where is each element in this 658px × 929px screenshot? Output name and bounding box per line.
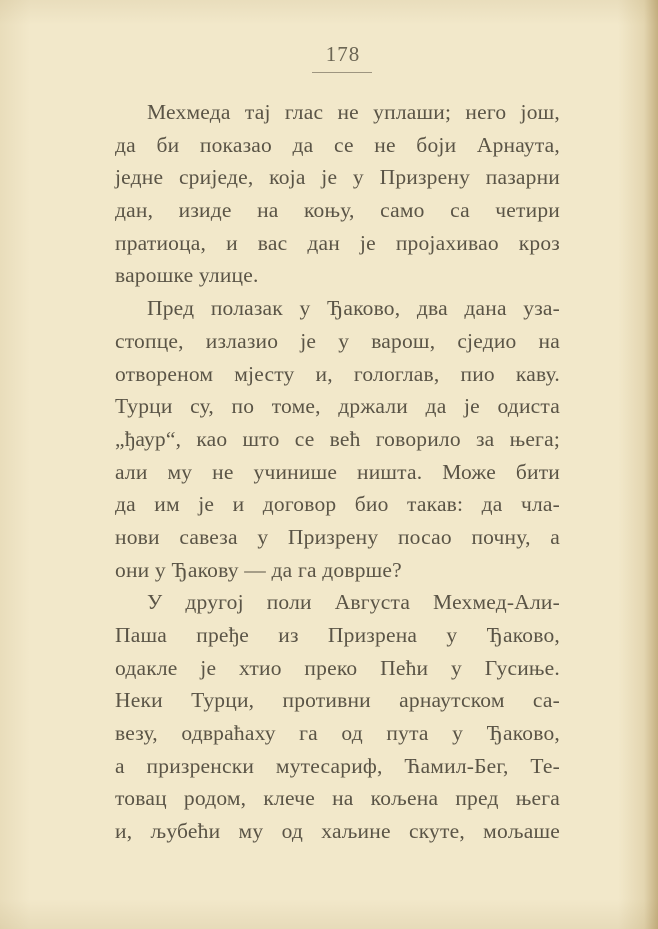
text-line: да им је и договор био такав: да чла- — [115, 492, 560, 517]
text-line: једне сриједе, која је у Призрену пазарни — [115, 165, 560, 190]
text-line: и, љубећи му од хаљине скуте, мољаше — [115, 819, 560, 844]
text-line: Турци су, по томе, држали да је одиста — [115, 394, 560, 419]
body-text — [115, 96, 560, 848]
text-line: Пред полазак у Ђаково, два дана уза- — [147, 296, 560, 321]
page-number-rule — [312, 72, 372, 73]
text-line: товац родом, клече на кољена пред њега — [115, 786, 560, 811]
text-line: У другој поли Августа Мехмед-Али- — [147, 590, 560, 615]
text-line: Неки Турци, противни арнаутском са- — [115, 688, 560, 713]
text-line: одакле је хтио преко Пећи у Гусиње. — [115, 655, 560, 680]
text-line: варошке улице. — [115, 263, 259, 288]
text-line: отвореном мјесту и, гологлав, пио каву. — [115, 361, 560, 386]
text-line: Паша пређе из Призрена у Ђаково, — [115, 623, 560, 647]
text-line: стопце, излазио је у варош, сједио на — [115, 328, 560, 353]
text-line: везу, одвраћаху га од пута у Ђаково, — [115, 721, 560, 746]
text-line: да би показао да се не боји Арнаута, — [115, 132, 560, 157]
page-number: 178 — [325, 42, 361, 66]
text-line: дан, изиде на коњу, само са четири — [115, 198, 560, 223]
text-line: Мехмеда тај глас не уплаши; него још, — [147, 100, 560, 124]
text-line: „ђаур“, као што се већ говорило за њега; — [115, 426, 560, 451]
text-line: али му не учинише ништа. Може бити — [115, 459, 560, 484]
text-line: они у Ђакову — да га доврше? — [115, 557, 402, 582]
text-line: нови савеза у Призрену посао почну, а — [115, 524, 560, 549]
text-line: а призренски мутесариф, Ћамил-Бег, Те- — [115, 753, 560, 778]
text-line: пратиоца, и вас дан је пројахивао кроз — [115, 230, 560, 255]
